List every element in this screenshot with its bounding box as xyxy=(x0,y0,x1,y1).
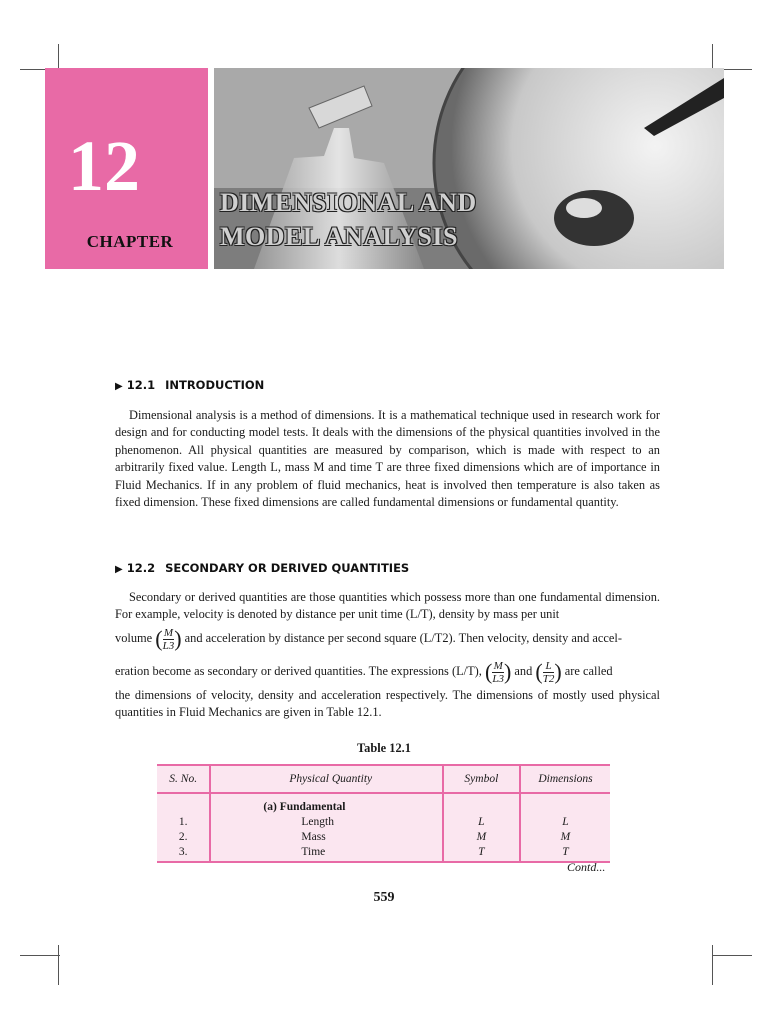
dimensions-table xyxy=(157,764,610,863)
derived-paragraph-end xyxy=(115,687,660,722)
volume-line xyxy=(115,626,660,652)
fraction-m-over-l3 xyxy=(492,660,504,685)
paragraph-text: the dimensions of velocity, density and acceleration respectively. The dimensions of mostly used physical quantities in Fluid Mechanics are given in Table 12.1. xyxy=(115,688,660,720)
crop-mark xyxy=(58,945,59,985)
sno-cell xyxy=(157,793,210,862)
column-header: S. No. xyxy=(157,765,210,793)
page-number: 559 xyxy=(373,890,395,905)
symbol-cell xyxy=(443,793,520,862)
section-number: 12.1 xyxy=(126,378,156,392)
paragraph-text: Secondary or derived quantities are those quantities which possess more than one fundamental dimension. For example, velocity is denoted by distance per unit time (L/T), density by mass per unit xyxy=(115,590,660,622)
are-called-text: are called xyxy=(564,663,613,678)
cell-value: 3. xyxy=(178,846,188,858)
column-header: Symbol xyxy=(443,765,520,793)
continued-note: Contd... xyxy=(567,860,606,874)
paren-icon: ( xyxy=(535,659,543,684)
fraction-denominator: L3 xyxy=(492,672,504,685)
section-heading-introduction xyxy=(115,378,264,392)
fraction-denominator: L3 xyxy=(162,639,175,652)
cell-value: Time xyxy=(301,846,326,858)
section-number: 12.2 xyxy=(126,561,156,575)
volume-word: volume xyxy=(115,630,153,645)
paren-icon: ) xyxy=(503,659,512,684)
fraction-numerator: M xyxy=(163,626,173,639)
cell-value: Mass xyxy=(301,831,326,843)
chapter-number: 12 xyxy=(68,126,140,206)
column-header: Dimensions xyxy=(520,765,610,793)
paren-icon: ) xyxy=(554,659,562,684)
cell-value: 1. xyxy=(178,816,188,828)
crop-mark xyxy=(712,945,713,985)
paragraph-text: Dimensional analysis is a method of dimensions. It is a mathematical technique used in research work for design and for conducting model tests. It deals with the dimensions of the physical quantities involved in the phenomenon. All physical quantities are measured by comparison, which is made with respect to an arbitrarily fixed value. Length L, mass M and time T are three fixed dimensions which are of importance in Fluid Mechanics. If in any problem of fluid mechanics, heat is involved then temperature is also taken as fixed dimension. These fixed dimensions are called fundamental dimensions or fundamental quantity. xyxy=(115,408,660,510)
paren-icon: ( xyxy=(155,626,163,651)
table-header-row xyxy=(157,765,610,793)
group-label: (a) Fundamental xyxy=(263,801,346,813)
expressions-line xyxy=(115,659,660,685)
crop-mark xyxy=(712,955,752,956)
paren-icon: ( xyxy=(485,659,493,684)
chapter-label: CHAPTER xyxy=(86,232,174,251)
table-row xyxy=(157,793,610,862)
after-volume-text: and acceleration by distance per second square (L/T2). Then velocity, density and accel- xyxy=(184,630,622,645)
and-word: and xyxy=(514,663,533,678)
chapter-title-line: MODEL ANALYSIS xyxy=(220,222,458,251)
fraction-numerator: M xyxy=(493,659,503,672)
cell-value: M xyxy=(476,831,487,843)
section-title: INTRODUCTION xyxy=(165,378,265,392)
chapter-title xyxy=(220,186,477,254)
fraction-l-over-t2 xyxy=(543,660,555,685)
chapter-title-line: DIMENSIONAL AND xyxy=(220,188,477,217)
introduction-paragraph xyxy=(115,407,660,511)
dimensions-cell xyxy=(520,793,610,862)
cell-value: T xyxy=(562,846,569,858)
cell-value: 2. xyxy=(178,831,188,843)
cell-value: Length xyxy=(301,816,334,828)
fraction-denominator: T2 xyxy=(542,672,555,685)
cell-value: L xyxy=(562,816,569,828)
play-marker-icon: ▶ xyxy=(115,564,123,575)
quantity-cell xyxy=(210,793,442,862)
play-marker-icon: ▶ xyxy=(115,381,123,392)
section-title: SECONDARY OR DERIVED QUANTITIES xyxy=(165,561,410,575)
paren-icon: ) xyxy=(174,626,182,651)
section-heading-derived-quantities xyxy=(115,561,409,575)
cell-value: T xyxy=(478,846,485,858)
expressions-text: eration become as secondary or derived quantities. The expressions (L/T), xyxy=(115,663,482,678)
crop-mark xyxy=(20,955,60,956)
fraction-m-over-l3 xyxy=(163,627,175,652)
cell-value: L xyxy=(478,816,485,828)
fraction-numerator: L xyxy=(545,659,552,672)
column-header: Physical Quantity xyxy=(210,765,442,793)
derived-paragraph-start xyxy=(115,589,660,624)
table-caption: Table 12.1 xyxy=(357,741,411,755)
cell-value: M xyxy=(560,831,571,843)
